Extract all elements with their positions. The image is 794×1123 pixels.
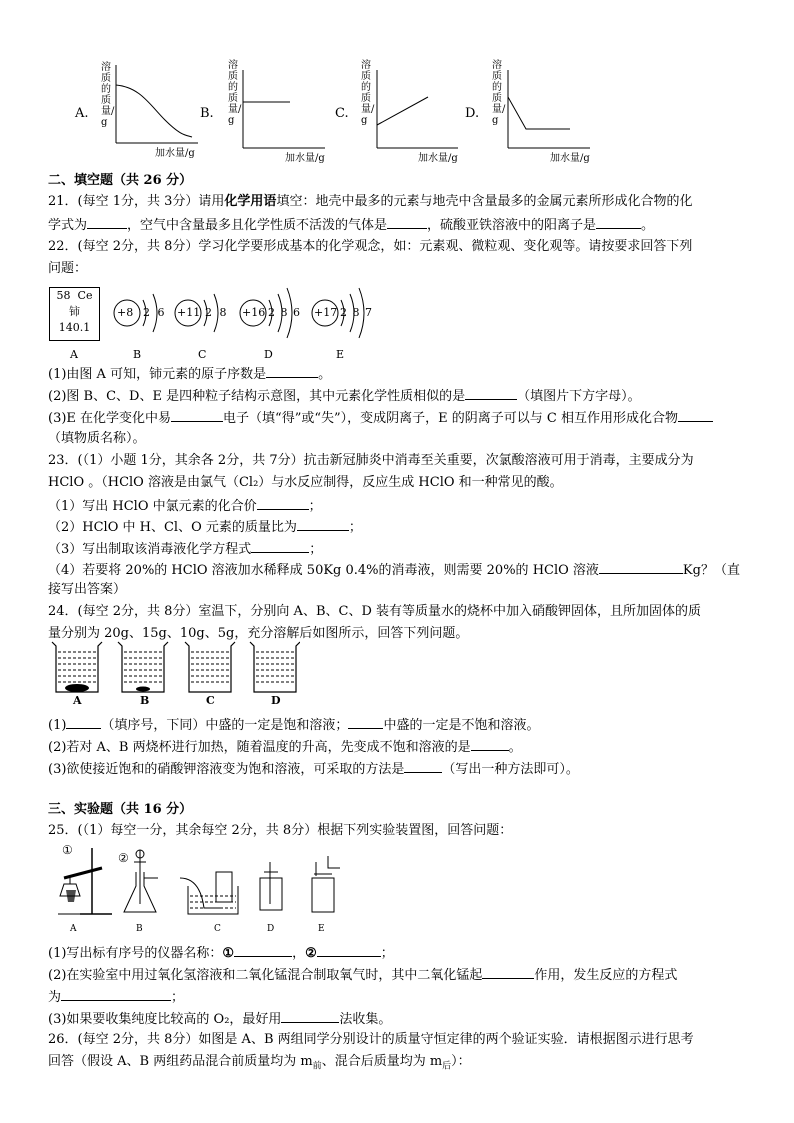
q21-line2 <box>48 216 654 234</box>
answer-blank[interactable] <box>465 387 517 400</box>
q24-1-b: （填序号，下同）中盛的一定是饱和溶液； <box>101 718 349 733</box>
atom-c-label: C <box>198 348 207 361</box>
q25-3-b: 法收集。 <box>339 1012 392 1027</box>
q26-l2a: 回答（假设 A、B 两组药品混合前质量均为 m <box>48 1054 313 1069</box>
q25-2-end: ； <box>171 990 185 1005</box>
q24-2 <box>48 738 522 756</box>
q23-3 <box>48 540 322 558</box>
q25-2-l2: 为 <box>48 990 62 1005</box>
q25-1-sep: ， <box>292 946 306 961</box>
q24-2-text: (2)若对 A、B 两烧杯进行加热，随着温度的升高，先变成不饱和溶液的是 <box>48 740 471 755</box>
q21-l2c: ，硫酸亚铁溶液中的阳离子是 <box>427 218 597 233</box>
answer-blank[interactable] <box>234 944 292 957</box>
graph-b-xlabel: 加水量/g <box>285 153 325 164</box>
q24-3 <box>48 760 579 778</box>
apparatus-e-label: E <box>318 924 325 934</box>
section3-title: 三、实验题（共 16 分） <box>48 802 193 817</box>
q24-1-a: (1) <box>48 718 67 733</box>
beaker-d <box>250 642 300 692</box>
q22-1-text: (1)由图 A 可知，铈元素的原子序数是 <box>48 367 267 382</box>
q23-4 <box>48 561 740 579</box>
answer-blank[interactable] <box>387 216 427 229</box>
q22-3-line2: （填物质名称）。 <box>48 431 146 446</box>
answer-blank[interactable] <box>171 409 223 422</box>
graph-row <box>60 55 620 165</box>
apparatus-a-label: A <box>70 924 77 934</box>
q24-3-text: (3)欲使接近饱和的硝酸钾溶液变为饱和溶液，可采取的方法是 <box>48 762 405 777</box>
q22-3-b: 电子（填“得”或“失”），变成阴离子，E 的阴离子可以与 C 相互作用形成化合物 <box>223 411 678 426</box>
atom-d-nucleus: +16 <box>242 306 266 319</box>
answer-blank[interactable] <box>257 497 309 510</box>
q22-2 <box>48 387 641 405</box>
q26-sub2: 后 <box>442 1061 452 1072</box>
q25-3-a: (3)如果要收集纯度比较高的 O₂，最好用 <box>48 1012 282 1027</box>
q25-1 <box>48 944 394 962</box>
answer-blank[interactable] <box>348 716 383 729</box>
q22-line1: 22．(每空 2分，共 8分）学习化学要形成基本的化学观念，如：元素观、微粒观、变化观等。请按要求回答下列 <box>48 239 693 254</box>
answer-blank[interactable] <box>281 1010 339 1023</box>
answer-blank[interactable] <box>471 738 509 751</box>
answer-blank[interactable] <box>317 944 381 957</box>
mark-1: ① <box>62 843 73 857</box>
q22-1-end: 。 <box>318 367 332 382</box>
q25-1-m1: ① <box>222 946 235 961</box>
q22-2-end: （填图片下方字母）。 <box>517 389 641 404</box>
q25-2 <box>48 966 677 984</box>
q21-bold: 化学用语 <box>224 194 277 209</box>
graph-b <box>200 70 325 164</box>
answer-blank[interactable] <box>66 716 101 729</box>
element-name: 铈 <box>69 305 80 318</box>
q23-2-end: ； <box>348 520 362 535</box>
q23-3-text: （3）写出制取该消毒液化学方程式 <box>48 542 252 557</box>
apparatus <box>50 842 350 922</box>
graph-c-xlabel: 加水量/g <box>418 153 458 164</box>
q26-sub1: 前 <box>312 1061 322 1072</box>
beaker-c-label: C <box>206 694 215 707</box>
q24-line2: 量分别为 20g、15g、10g、5g，充分溶解后如图所示，回答下列问题。 <box>48 626 469 641</box>
atom-b-label: B <box>133 348 142 361</box>
answer-blank[interactable] <box>266 365 318 378</box>
q24-1 <box>48 716 539 734</box>
apparatus-d-label: D <box>267 924 275 934</box>
answer-blank[interactable] <box>87 216 127 229</box>
q21-text-a: 21．(每空 1分，共 3分）请用 <box>48 194 225 209</box>
beaker-b <box>118 642 168 692</box>
answer-blank[interactable] <box>297 518 349 531</box>
apparatus-b <box>124 850 158 912</box>
q25-3 <box>48 1010 391 1028</box>
q21-line1 <box>48 194 692 210</box>
answer-blank[interactable] <box>678 409 713 422</box>
q25-2-a: (2)在实验室中用过氧化氢溶液和二氧化锰混合制取氧气时，其中二氧化锰起 <box>48 968 483 983</box>
graph-c-label: C. <box>335 106 349 121</box>
atom-d-label: D <box>264 348 273 361</box>
q23-4-b: Kg？（直 <box>682 563 740 578</box>
q26-l2c: ）： <box>451 1054 471 1069</box>
answer-blank[interactable] <box>599 561 683 574</box>
atom-d-shells: 2 8 6 <box>268 306 301 319</box>
apparatus-c <box>180 872 238 914</box>
q26-line1: 26．(每空 2分，共 8分）如图是 A、B 两组同学分别设计的质量守恒定律的两个验证实验．请根据图示进行思考 <box>48 1032 694 1047</box>
graph-a <box>74 65 198 159</box>
beaker-a <box>52 642 102 692</box>
q23-4-line2: 接写出答案） <box>48 582 127 597</box>
beaker-b-label: B <box>140 694 150 707</box>
beaker-c <box>185 642 235 692</box>
apparatus-d <box>260 862 282 910</box>
beaker-d-label: D <box>271 694 281 707</box>
atomic-mass: 140.1 <box>58 321 91 334</box>
answer-blank[interactable] <box>61 988 171 1001</box>
q22-2-text: (2)图 B、C、D、E 是四种粒子结构示意图，其中元素化学性质相似的是 <box>48 389 466 404</box>
q23-4-a: （4）若要将 20%的 HClO 溶液加水稀释成 50Kg 0.4%的消毒液，则需要 20%的 HClO 溶液 <box>48 563 599 578</box>
q25-2-line2 <box>48 988 184 1006</box>
element-number-symbol <box>50 288 99 304</box>
q24-line1: 24．(每空 2分，共 8分）室温下，分别向 A、B、C、D 装有等质量水的烧杯中加入硝酸钾固体，且所加固体的质 <box>48 604 701 619</box>
atom-b-shells: 2 6 <box>143 306 167 319</box>
atom-c-shells: 2 8 <box>205 306 229 319</box>
answer-blank[interactable] <box>482 966 534 979</box>
graph-a-ylabel: 溶质的质量/g <box>101 62 115 128</box>
q24-2-end: 。 <box>508 740 522 755</box>
q26-l2b: 、混合后质量均为 m <box>321 1054 443 1069</box>
graph-c-ylabel: 溶质的质量/g <box>361 60 375 126</box>
graph-c <box>335 70 458 164</box>
answer-blank[interactable] <box>596 216 641 229</box>
answer-blank[interactable] <box>404 760 442 773</box>
graph-a-xlabel: 加水量/g <box>155 148 195 159</box>
q22-1 <box>48 365 331 383</box>
q23-2-text: （2）HClO 中 H、Cl、O 元素的质量比为 <box>48 520 297 535</box>
q21-l2a: 学式为 <box>48 218 88 233</box>
q25-2-b: 作用，发生反应的方程式 <box>534 968 678 983</box>
q22-3 <box>48 409 713 427</box>
answer-blank[interactable] <box>251 540 309 553</box>
q23-line1: 23．(（1）小题 1分，其余各 2分，共 7分）抗击新冠肺炎中消毒至关重要，次氯酸溶液可用于消毒，主要成分为 <box>48 453 694 468</box>
q25-line1: 25．(（1）每空一分，其余每空 2分，共 8分）根据下列实验装置图，回答问题： <box>48 823 513 838</box>
q25-1-m2: ② <box>305 946 317 961</box>
mark-2: ② <box>118 851 129 865</box>
graph-d-ylabel: 溶质的质量/g <box>492 60 506 126</box>
graph-a-label: A. <box>75 106 89 121</box>
atom-e-label: E <box>336 348 345 361</box>
q23-1-text: （1）写出 HClO 中氯元素的化合价 <box>48 499 257 514</box>
beaker-a-label: A <box>73 694 82 707</box>
section2-title: 二、填空题（共 26 分） <box>48 173 193 188</box>
q23-line2: HClO 。（HClO 溶液是由氯气（Cl₂）与水反应制得，反应生成 HClO 和一种常见的酸。 <box>48 475 563 490</box>
q21-l2b: ，空气中含量最多且化学性质不活泼的气体是 <box>127 218 388 233</box>
q23-1 <box>48 497 322 515</box>
element-symbol: Ce <box>77 289 93 302</box>
graphs-svg <box>60 55 620 165</box>
q26-line2 <box>48 1054 471 1075</box>
graph-b-ylabel: 溶质的质量/g <box>228 60 242 126</box>
element-box <box>49 287 100 341</box>
q23-2 <box>48 518 362 536</box>
q24-1-c: 中盛的一定是不饱和溶液。 <box>383 718 540 733</box>
q25-1-end: ； <box>380 946 394 961</box>
q22-line2: 问题： <box>48 261 88 276</box>
atom-c-nucleus: +11 <box>177 306 201 319</box>
apparatus-c-label: C <box>214 924 221 934</box>
graph-b-label: B. <box>200 106 214 121</box>
box-label: A <box>70 348 78 361</box>
atom-e-nucleus: +17 <box>314 306 338 319</box>
graph-d <box>465 70 590 164</box>
graph-d-label: D. <box>465 106 480 121</box>
atomic-number: 58 <box>56 289 71 302</box>
apparatus-b-label: B <box>136 924 143 934</box>
beakers <box>50 640 300 700</box>
q23-3-end: ； <box>309 542 323 557</box>
q22-3-a: (3)E 在化学变化中易 <box>48 411 172 426</box>
q21-text-b: 填空：地壳中最多的元素与地壳中含量最多的金属元素所形成化合物的化 <box>276 194 693 209</box>
apparatus-a <box>58 848 112 914</box>
q25-1-a: (1)写出标有序号的仪器名称： <box>48 946 223 961</box>
atom-b-nucleus: +8 <box>117 306 134 319</box>
apparatus-e <box>312 856 340 912</box>
graph-d-xlabel: 加水量/g <box>550 153 590 164</box>
atom-e-shells: 2 8 7 <box>340 306 373 319</box>
q24-3-end: （写出一种方法即可）。 <box>442 762 579 777</box>
q23-1-end: ； <box>308 499 322 514</box>
q21-l2d: 。 <box>641 218 655 233</box>
